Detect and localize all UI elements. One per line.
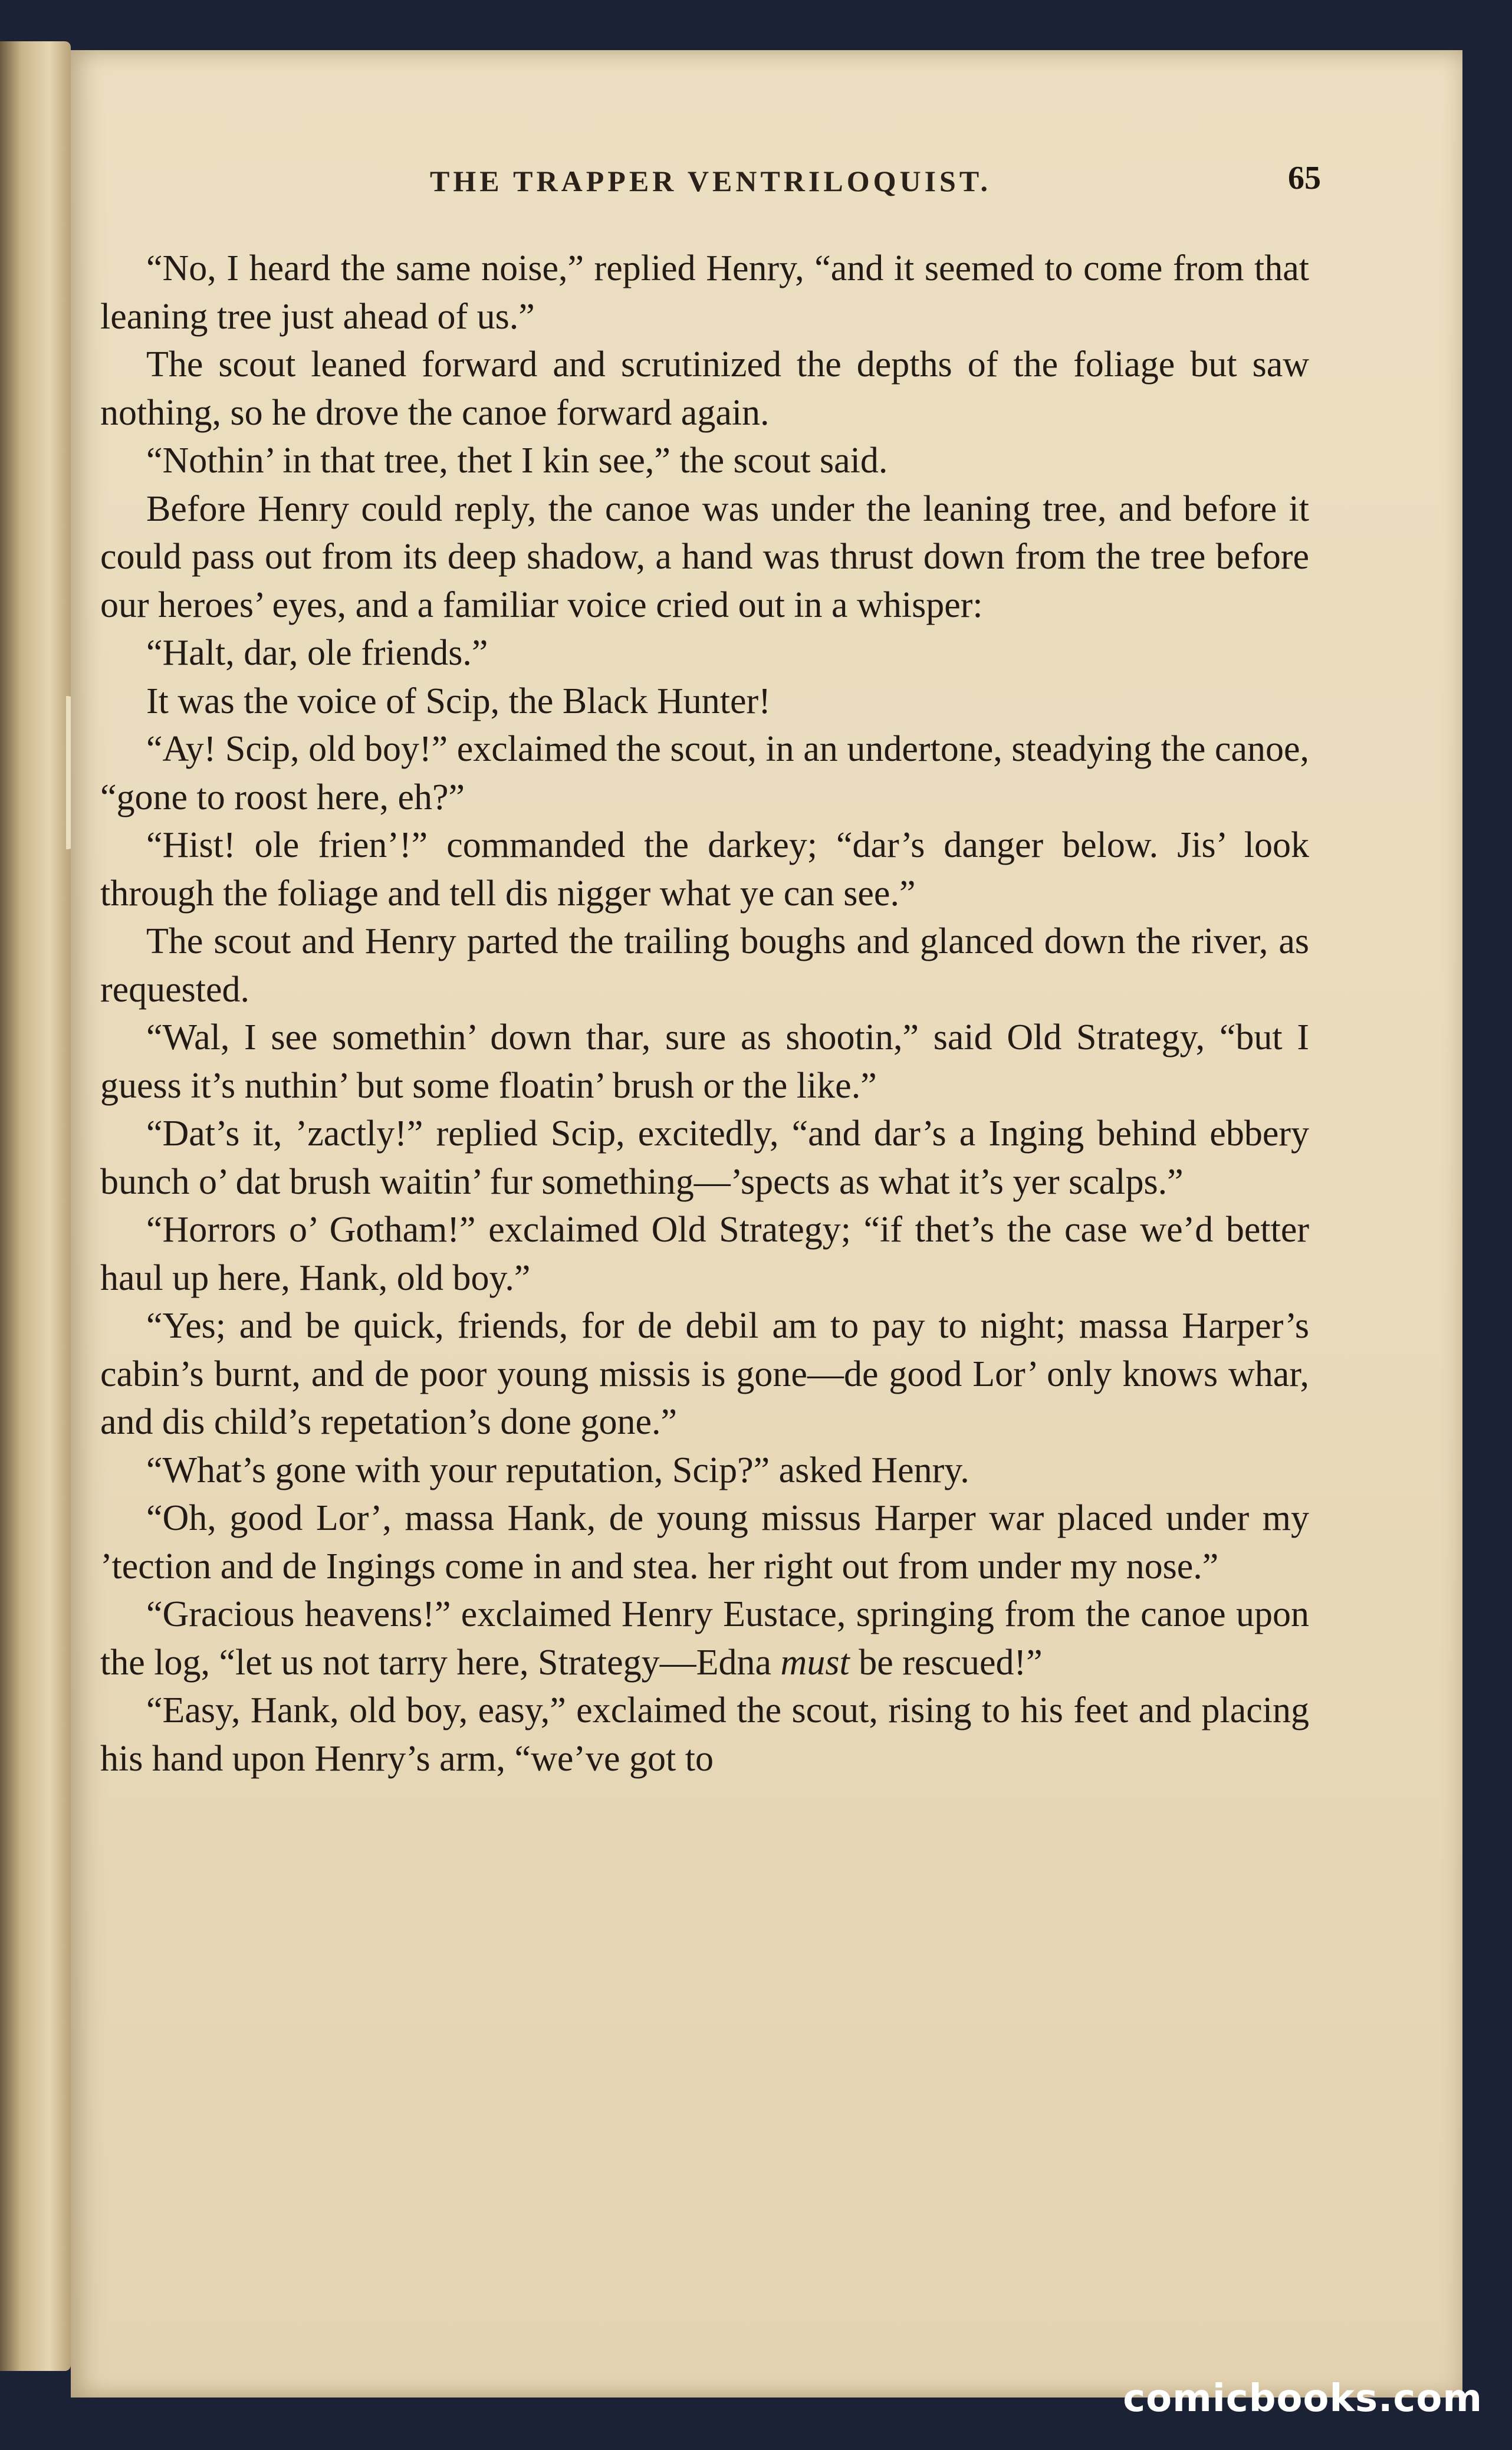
page-number: 65 bbox=[1288, 160, 1321, 196]
paragraph: “Yes; and be quick, friends, for de debil am to pay to night; massa Harper’s cabin’s burnt, and de poor young missis is gone—de good Lor’ only knows whar, and dis child’s repetation’s done gone.” bbox=[100, 1306, 1309, 1442]
paragraph: “No, I heard the same noise,” replied Henry, “and it seemed to come from that leaning tree just ahead of us.” bbox=[100, 248, 1309, 337]
paragraph: “Oh, good Lor’, massa Hank, de young missus Harper war placed under my ’tection and de Ingings come in and stea. her right out from under my nose.” bbox=[100, 1498, 1309, 1587]
paragraph: The scout leaned forward and scrutinized the depths of the foliage but saw nothing, so he drove the canoe forward again. bbox=[100, 344, 1309, 433]
paragraph: “Ay! Scip, old boy!” exclaimed the scout, in an undertone, steadying the canoe, “gone to roost here, eh?” bbox=[100, 729, 1309, 817]
paragraph: It was the voice of Scip, the Black Hunter! bbox=[146, 681, 771, 721]
paragraph: “Hist! ole frien’!” commanded the darkey; “dar’s danger below. Jis’ look through the foliage and tell dis nigger what ye can see.” bbox=[100, 825, 1309, 914]
paragraph: “Halt, dar, ole friends.” bbox=[146, 633, 488, 673]
paragraph: “What’s gone with your reputation, Scip?” asked Henry. bbox=[146, 1450, 969, 1490]
paragraph: “Dat’s it, ’zactly!” replied Scip, excitedly, “and dar’s a Inging behind ebbery bunch o’ dat brush waitin’ fur something—’spects as what it’s yer scalps.” bbox=[100, 1114, 1309, 1202]
paragraph: “Gracious heavens!” exclaimed Henry Eustace, springing from the canoe upon the log, “let us not tarry here, Strategy—Edna must be rescued!” bbox=[100, 1594, 1309, 1683]
paragraph: The scout and Henry parted the trailing boughs and glanced down the river, as requested. bbox=[100, 921, 1309, 1010]
paragraph: “Horrors o’ Gotham!” exclaimed Old Strategy; “if thet’s the case we’d better haul up here, Hank, old boy.” bbox=[100, 1210, 1309, 1298]
paragraph: Before Henry could reply, the canoe was under the leaning tree, and before it could pass out from its deep shadow, a hand was thrust down from the tree before our heroes’ eyes, and a familiar voice cried out in a whisper: bbox=[100, 488, 1309, 625]
watermark: comicbooks.com bbox=[1123, 2377, 1483, 2421]
running-title: THE TRAPPER VENTRILOQUIST. bbox=[429, 165, 992, 198]
body-text bbox=[100, 245, 1309, 1783]
page-header bbox=[100, 112, 1321, 198]
book-spine bbox=[0, 41, 71, 2371]
paragraph: “Wal, I see somethin’ down thar, sure as shootin,” said Old Strategy, “but I guess it’s nuthin’ but some floatin’ brush or the like.” bbox=[100, 1017, 1309, 1106]
paragraph: “Easy, Hank, old boy, easy,” exclaimed the scout, rising to his feet and placing his hand upon Henry’s arm, “we’ve got to bbox=[100, 1690, 1309, 1779]
paragraph: “Nothin’ in that tree, thet I kin see,” the scout said. bbox=[146, 441, 888, 481]
